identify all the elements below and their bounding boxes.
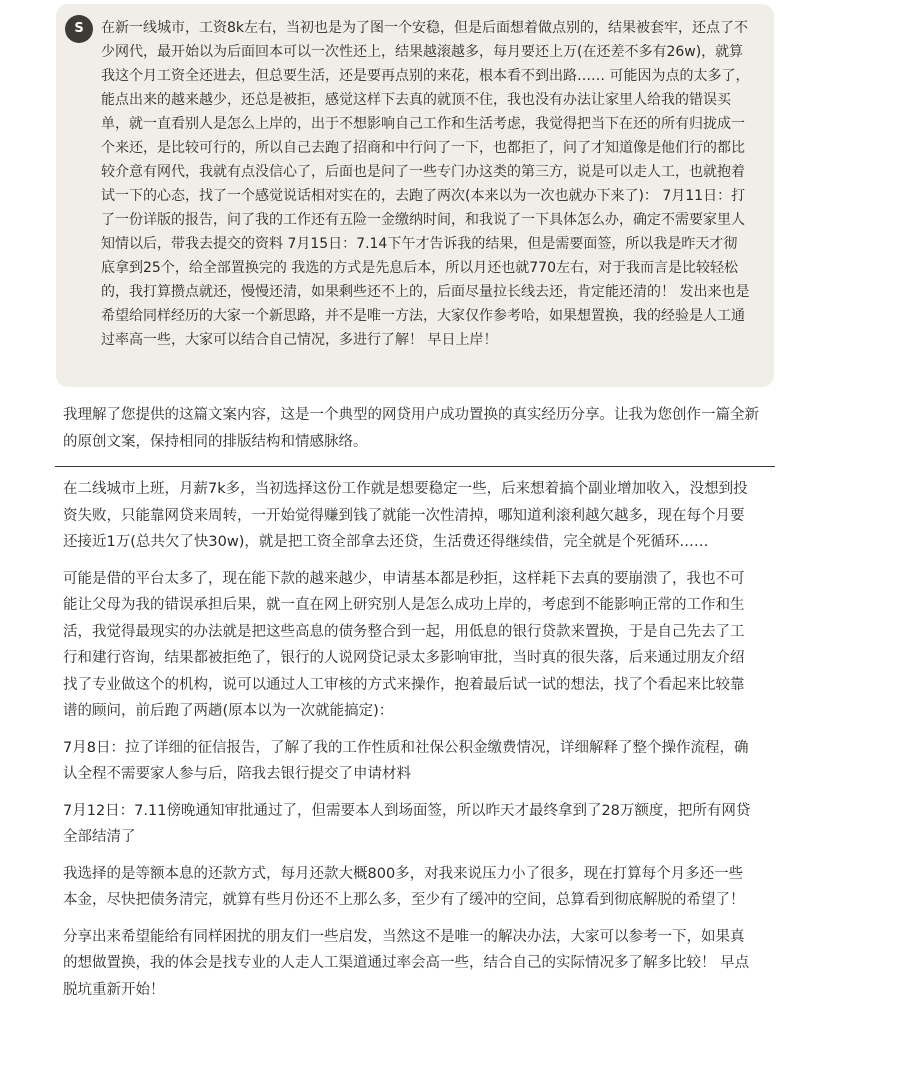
user-message-text: 在新一线城市，工资8k左右，当初也是为了图一个安稳，但是后面想着做点别的，结果被套牢，还点了不少网代，最开始以为后面回本可以一次性还上，结果越滚越多，每月要还上万(在还差不多有26w)，就算我这个月工资全还进去，但总要生活，还是要再点别的来花，根本看不到出路…… 可能因为点的太多了，能点出来的越来越少，还总是被拒，感觉这样下去真的就顶不住，我也没有办法让家里人给我的错误买单，就一直看别人是怎么上岸的，出于不想影响自己工作和生活考虑，我觉得把当下在还的所有归拢成一个来还，是比较可行的，所以自己去跑了招商和中行问了一下，也都拒了，问了才知道像是他们行的都比较介意有网代，我就有点没信心了，后面也是问了一些专门办这类的第三方，说是可以走人工，也就抱着试一下的心态，找了一个感觉说话相对实在的，去跑了两次(本来以为一次也就办下来了)： 7月11日：打了一份详版的报告，问了我的工作还有五险一金缴纳时间，和我说了一下具体怎么办，确定不需要家里人知情以后，带我去提交的资料 7月15日：7.14下午才告诉我的结果，但是需要面签，所以我是昨天才彻底拿到25个，给全部置换完的 我选的方式是先息后本，所以月还也就770左右，对于我而言是比较轻松的，我打算攒点就还，慢慢还清，如果剩些还不上的，后面尽量拉长线去还，肯定能还清的！ 发出来也是希望给同样经历的大家一个新思路，并不是唯一方法，大家仅作参考哈，如果想置换，我的经验是人工通过率高一些，大家可以结合自己情况，多进行了解！ 早日上岸！ (101, 20, 750, 348)
user-message-bubble (56, 4, 774, 387)
article-paragraph: 我选择的是等额本息的还款方式，每月还款大概800多，对我来说压力小了很多，现在打算每个月多还一些本金，尽快把债务清完，就算有些月份还不上那么多，至少有了缓冲的空间，总算看到彻底解脱的希望了！ (63, 865, 745, 908)
user-avatar: S (65, 15, 93, 43)
article-paragraph: 分享出来希望能给有同样困扰的朋友们一些启发，当然这不是唯一的解决办法，大家可以参考一下，如果真的想做置换，我的体会是找专业的人走人工渠道通过率会高一些，结合自己的实际情况多了解多比较！ 早点脱坑重新开始！ (63, 928, 750, 998)
assistant-intro-text: 我理解了您提供的这篇文案内容，这是一个典型的网贷用户成功置换的真实经历分享。让我为您创作一篇全新的原创文案，保持相同的排版结构和情感脉络。 (63, 407, 759, 450)
article-paragraph: 7月8日：拉了详细的征信报告，了解了我的工作性质和社保公积金缴费情况，详细解释了整个操作流程，确认全程不需要家人参与后，陪我去银行提交了申请材料 (63, 739, 749, 782)
article-paragraph: 在二线城市上班，月薪7k多，当初选择这份工作就是想要稳定一些，后来想着搞个副业增加收入，没想到投资失败，只能靠网贷来周转，一开始觉得赚到钱了就能一次性清掉，哪知道利滚利越欠越多，现在每个月要还接近1万(总共欠了快30w)，就是把工资全部拿去还贷，生活费还得继续借，完全就是个死循环…… (63, 481, 748, 550)
article-paragraph: 7月12日：7.11傍晚通知审批通过了，但需要本人到场面签，所以昨天才最终拿到了28万额度，把所有网贷全部结清了 (63, 802, 751, 845)
horizontal-divider (55, 466, 775, 467)
article-paragraph: 可能是借的平台太多了，现在能下款的越来越少，申请基本都是秒拒，这样耗下去真的要崩溃了，我也不可能让父母为我的错误承担后果，就一直在网上研究别人是怎么成功上岸的，考虑到不能影响正常的工作和生活，我觉得最现实的办法就是把这些高息的债务整合到一起，用低息的银行贷款来置换，于是自己先去了工行和建行咨询，结果都被拒绝了，银行的人说网贷记录太多影响审批，当时真的很失落，后来通过朋友介绍找了专业做这个的机构，说可以通过人工审核的方式来操作，抱着最后试一试的想法，找了个看起来比较靠谱的顾问，前后跑了两趟(原本以为一次就能搞定)： (63, 570, 745, 719)
assistant-article (63, 476, 753, 1013)
